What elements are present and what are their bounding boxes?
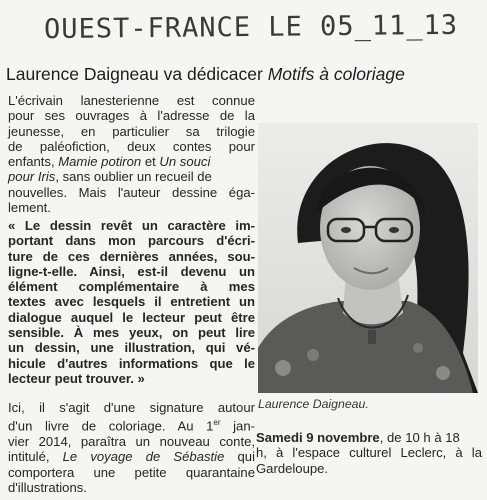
text-line bbox=[8, 154, 255, 169]
portrait-illustration bbox=[258, 123, 478, 393]
author-photo bbox=[258, 123, 478, 393]
text-line bbox=[8, 449, 255, 464]
text-run: d'un livre de coloriage. Au 1 bbox=[8, 418, 214, 434]
text-line: L'écrivain lanesterienne est connue bbox=[8, 93, 255, 108]
text-line: comportera une petite quarantaine bbox=[8, 464, 255, 480]
text-line: sensible. À mes yeux, on peut lire bbox=[8, 325, 255, 341]
article-headline bbox=[6, 64, 484, 85]
book-title: Mamie potiron bbox=[58, 154, 142, 170]
text-run: , de 10 h à 18 bbox=[379, 430, 460, 445]
text-line bbox=[8, 415, 255, 434]
headline-book-title: Motifs à coloriage bbox=[267, 64, 405, 84]
text-line: de paléofiction, deux contes pour bbox=[8, 138, 255, 154]
text-run: jan- bbox=[220, 418, 255, 434]
handwritten-source-date: OUEST-FRANCE LE 05_11_13 bbox=[43, 9, 459, 46]
text-run: , sans oublier un recueil de bbox=[55, 169, 212, 185]
event-info bbox=[256, 430, 482, 476]
text-line: textes avec lesquels il entretient un bbox=[8, 294, 255, 310]
text-line: h, à l'espace culturel Leclerc, à la bbox=[256, 445, 482, 461]
text-line: jeunesse, en particulier sa trilogie bbox=[8, 123, 255, 139]
text-line bbox=[8, 169, 255, 184]
headline-text: Laurence Daigneau va dédicacer bbox=[6, 64, 268, 84]
book-title: Le voyage de Sébastie bbox=[62, 449, 225, 465]
text-line: dialogue auquel le lecteur peut être bbox=[8, 309, 255, 325]
text-line: hicule d'autres informations que le bbox=[8, 355, 255, 371]
text-run: et bbox=[141, 154, 160, 170]
intro-paragraph bbox=[8, 93, 255, 215]
text-run: enfants, bbox=[8, 154, 59, 170]
text-line: vier 2014, paraîtra un nouveau conte, bbox=[8, 433, 255, 449]
text-line: nouvelles. Mais l'auteur dessine éga- bbox=[8, 184, 255, 200]
event-date: Samedi 9 novembre bbox=[256, 430, 380, 445]
text-line: un dessin, une illustration, qui vé- bbox=[8, 340, 255, 356]
text-run: intitulé, bbox=[8, 449, 63, 465]
text-line: ligne-t-elle. Ainsi, est-il devenu un bbox=[8, 263, 255, 279]
text-line: d'illustrations. bbox=[8, 479, 87, 495]
text-line: portant dans mon parcours d'écri- bbox=[8, 233, 255, 249]
book-title: Un souci bbox=[159, 154, 211, 170]
quote-paragraph bbox=[8, 218, 255, 386]
superscript: er bbox=[213, 418, 221, 428]
photo-caption: Laurence Daigneau. bbox=[258, 397, 369, 411]
text-line: Gardeloupe. bbox=[256, 460, 329, 476]
book-title: pour Iris bbox=[8, 169, 56, 185]
text-line: élément complémentaire à mes bbox=[8, 279, 255, 295]
text-line: « Le dessin revêt un caractère im- bbox=[8, 218, 255, 233]
text-line bbox=[256, 430, 482, 445]
text-line: Ici, il s'agit d'une signature autour bbox=[8, 400, 255, 415]
body-paragraph bbox=[8, 400, 255, 495]
text-line: ture de ces dernières années, sou- bbox=[8, 248, 255, 264]
text-line: lement. bbox=[8, 200, 51, 216]
text-line: pour ses ouvrages à l'adresse de la bbox=[8, 108, 255, 124]
text-line: lecteur peut trouver. » bbox=[8, 370, 145, 386]
text-run: qui bbox=[224, 449, 255, 465]
